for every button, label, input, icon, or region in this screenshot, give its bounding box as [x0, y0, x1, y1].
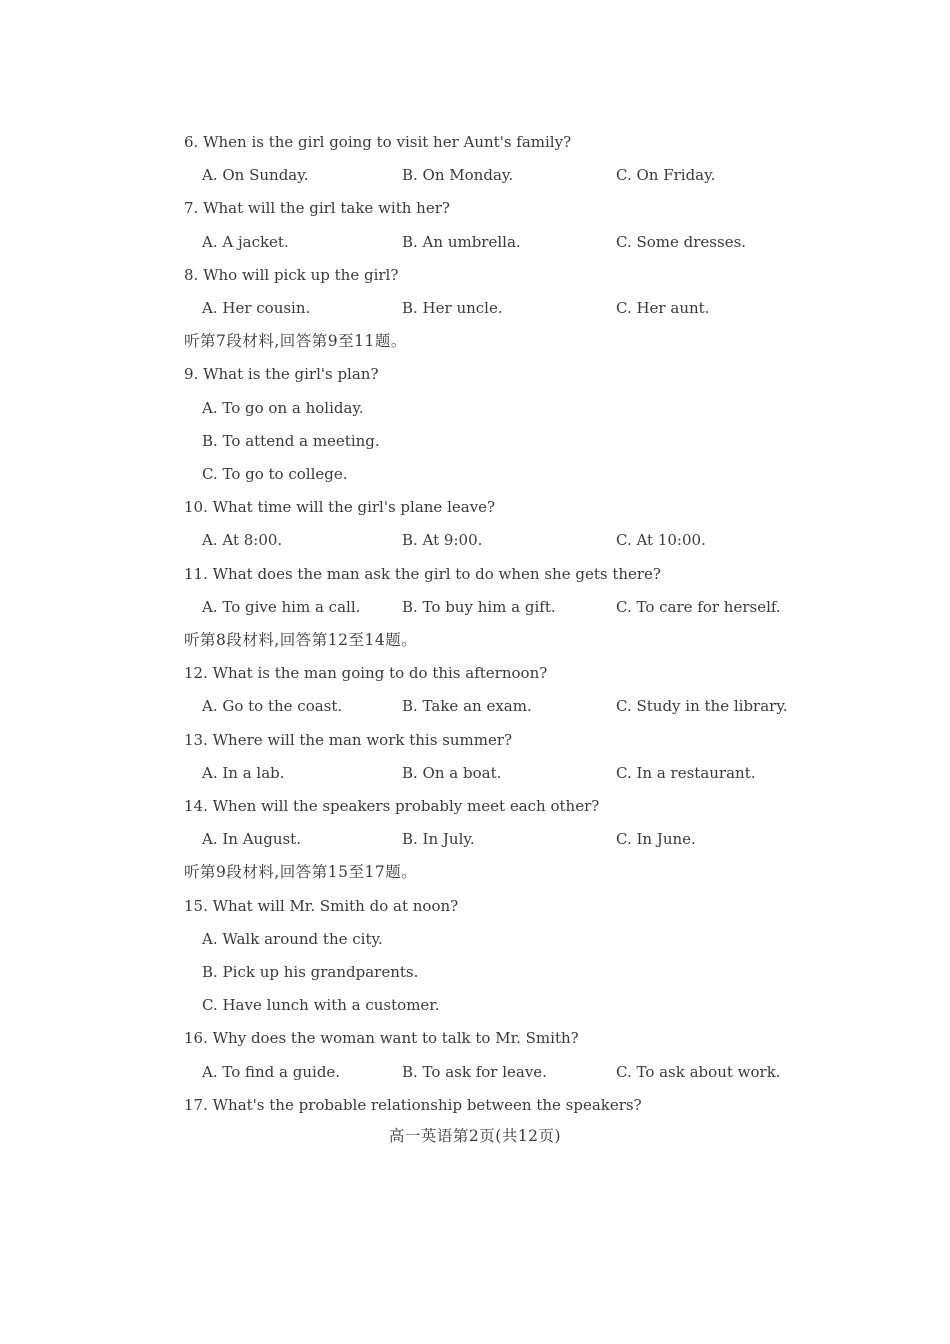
option-line: C. Have lunch with a customer.: [202, 996, 440, 1015]
option-c: C. To ask about work.: [616, 1062, 781, 1081]
option-a: A. A jacket.: [202, 232, 289, 251]
option-b: B. Take an exam.: [402, 697, 532, 716]
question-text: 7. What will the girl take with her?: [184, 199, 450, 218]
option-b: B. To buy him a gift.: [402, 597, 556, 616]
section-heading: 听第7段材料,回答第9至11题。: [184, 332, 407, 351]
option-b: B. On Monday.: [402, 166, 514, 185]
option-c: C. Her aunt.: [616, 299, 710, 317]
option-b: B. At 9:00.: [402, 531, 483, 550]
question-text: 12. What is the man going to do this afternoon?: [184, 664, 548, 683]
option-line: B. Pick up his grandparents.: [202, 963, 419, 981]
option-c: C. At 10:00.: [616, 531, 706, 550]
option-a: A. In August.: [202, 830, 301, 849]
question-text: 17. What's the probable relationship between the speakers?: [184, 1095, 642, 1114]
question-text: 13. Where will the man work this summer?: [184, 730, 513, 749]
option-c: C. In June.: [616, 830, 696, 849]
option-a: A. Go to the coast.: [202, 697, 343, 716]
option-b: B. To ask for leave.: [402, 1062, 547, 1081]
option-c: C. On Friday.: [616, 166, 716, 185]
section-heading: 听第8段材料,回答第12至14题。: [184, 631, 418, 649]
section-heading: 听第9段材料,回答第15至17题。: [184, 863, 418, 882]
option-c: C. In a restaurant.: [616, 763, 756, 782]
option-c: C. To care for herself.: [616, 597, 781, 616]
option-b: B. An umbrella.: [402, 232, 521, 251]
option-a: A. Her cousin.: [202, 299, 311, 317]
option-line: C. To go to college.: [202, 465, 348, 483]
question-text: 6. When is the girl going to visit her Aunt's family?: [184, 133, 572, 151]
question-text: 8. Who will pick up the girl?: [184, 265, 399, 284]
option-a: A. At 8:00.: [202, 531, 283, 550]
question-text: 11. What does the man ask the girl to do when she gets there?: [184, 564, 661, 583]
question-text: 9. What is the girl's plan?: [184, 365, 379, 384]
option-a: A. In a lab.: [202, 763, 285, 782]
option-b: B. On a boat.: [402, 763, 502, 782]
page-footer: 高一英语第2页(共12页): [388, 1127, 562, 1145]
question-text: 15. What will Mr. Smith do at noon?: [184, 896, 459, 915]
option-b: B. In July.: [402, 830, 475, 849]
option-a: A. To give him a call.: [202, 597, 361, 616]
option-line: A. To go on a holiday.: [202, 398, 364, 417]
option-b: B. Her uncle.: [402, 299, 503, 317]
question-text: 14. When will the speakers probably meet each other?: [184, 797, 600, 815]
option-c: C. Some dresses.: [616, 232, 747, 251]
option-a: A. To find a guide.: [202, 1062, 341, 1081]
question-text: 10. What time will the girl's plane leave?: [184, 498, 496, 517]
option-line: A. Walk around the city.: [202, 929, 383, 948]
option-a: A. On Sunday.: [202, 166, 309, 185]
option-c: C. Study in the library.: [616, 697, 788, 716]
option-line: B. To attend a meeting.: [202, 431, 380, 450]
question-text: 16. Why does the woman want to talk to Mr. Smith?: [184, 1029, 579, 1048]
